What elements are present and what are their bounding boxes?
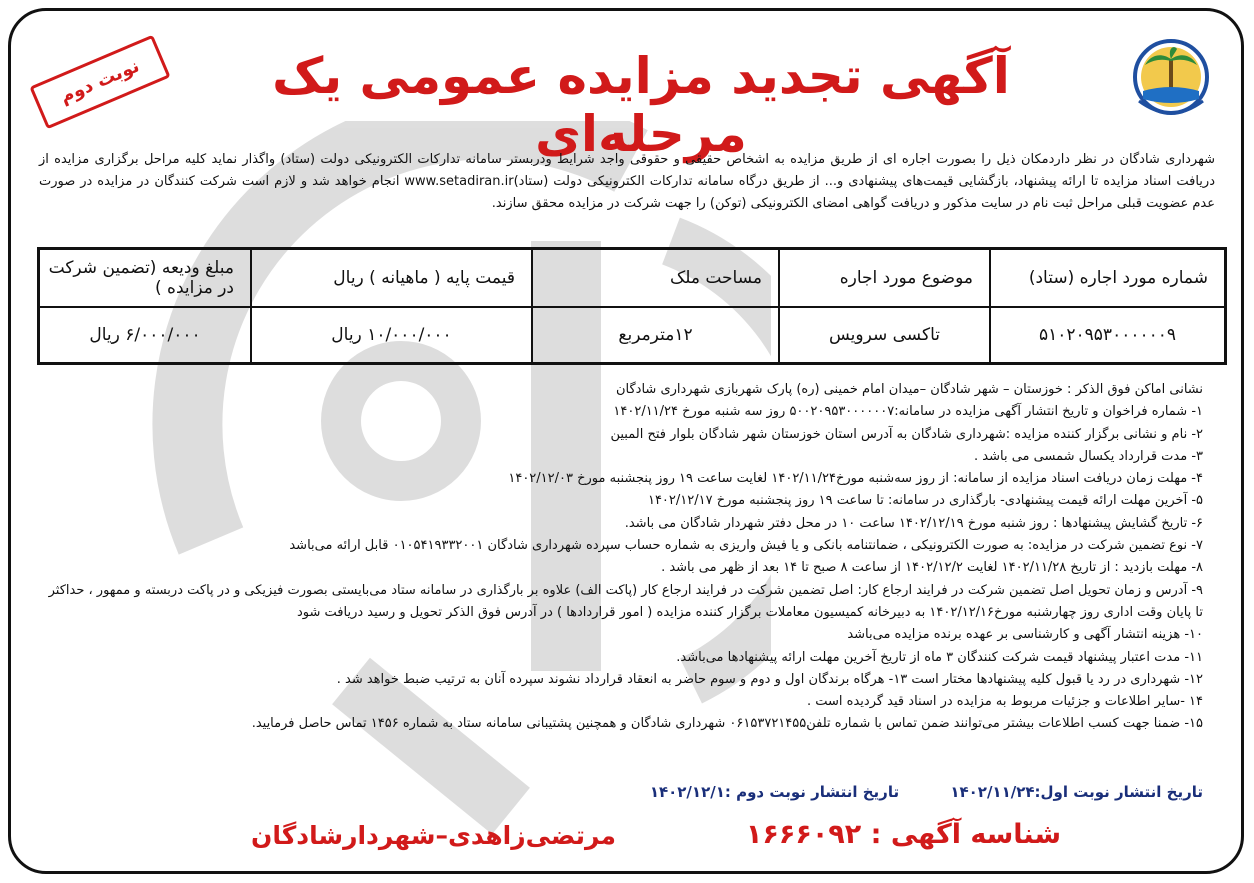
col-header-deposit: مبلغ ودیعه (تضمین شرکت در مزایده )	[39, 249, 252, 308]
list-item: ۶- تاریخ گشایش پیشنهادها : روز شنبه مورخ ۱۴۰۲/۱۲/۱۹ ساعت ۱۰ در محل دفتر شهردار شادگان می باشد.	[624, 515, 1203, 531]
list-item: ۷- نوع تضمین شرکت در مزایده: به صورت الکترونیکی ، ضمانتنامه بانکی و یا فیش واریزی به شماره حساب سپرده شهرداری شادگان ۰۱۰۵۴۱۹۳۳۲۰۰۱ قابل ارائه می‌باشد	[289, 538, 1203, 554]
list-item: ۳- مدت قرارداد یکسال شمسی می باشد .	[974, 448, 1203, 464]
cell-deposit: ۶/۰۰۰/۰۰۰ ریال	[39, 307, 252, 364]
list-item: ۱۴ -سایر اطلاعات و جزئیات مربوط به مزایده در اسناد قید گردیده است .	[806, 694, 1203, 710]
col-header-area: مساحت ملک	[532, 249, 779, 308]
list-item: ۵- آخرین مهلت ارائه قیمت پیشنهادی- بارگذاری در سامانه: تا ساعت ۱۹ روز پنجشنبه مورخ ۱۴۰۲/۱۲/۱۷	[647, 493, 1203, 509]
cell-base-price: ۱۰/۰۰۰/۰۰۰ ریال	[251, 307, 532, 364]
municipality-logo	[1131, 37, 1211, 123]
col-header-base-price: قیمت پایه ( ماهیانه ) ریال	[251, 249, 532, 308]
list-item: ۱۱- مدت اعتبار پیشنهاد قیمت شرکت کنندگان ۳ ماه از تاریخ آخرین مهلت ارائه پیشنهادها می‌باشد.	[676, 649, 1203, 665]
cell-subject: تاکسی سرویس	[779, 307, 990, 364]
cell-area: ۱۲مترمربع	[532, 307, 779, 364]
second-publication-date: تاریخ انتشار نوبت دوم :۱۴۰۲/۱۲/۱	[649, 783, 900, 801]
conditions-list	[43, 379, 1203, 736]
list-item: ۱- شماره فراخوان و تاریخ انتشار آگهی مزایده در سامانه:۵۰۰۲۰۹۵۳۰۰۰۰۰۰۷ روز سه شنبه مورخ ۱۴۰۲/۱۱/۲۴	[613, 404, 1203, 420]
lease-table	[37, 247, 1227, 365]
list-item: ۱۰- هزینه انتشار آگهی و کارشناسی بر عهده برنده مزایده می‌باشد	[847, 627, 1203, 643]
table-header-row	[39, 249, 1226, 308]
list-item: ۸- مهلت بازدید : از تاریخ ۱۴۰۲/۱۱/۲۸ لغایت ۱۴۰۲/۱۲/۲ از ساعت ۸ صبح تا ۱۴ بعد از ظهر می باشد .	[661, 560, 1203, 576]
first-publication-date: تاریخ انتشار نوبت اول:۱۴۰۲/۱۱/۲۴	[950, 783, 1203, 801]
list-item: نشانی اماکن فوق الذکر : خوزستان – شهر شادگان –میدان امام خمینی (ره) پارک شهربازی شهرداری شادگان	[615, 382, 1203, 397]
list-item: ۱۲- شهرداری در رد یا قبول کلیه پیشنهادها مختار است ۱۳- هرگاه برندگان اول و دوم و سوم حاضر به انعقاد قرارداد نشوند سپرده آنان به ترتیب ضبط خواهد شد .	[336, 671, 1203, 687]
col-header-setad-number: شماره مورد اجاره (ستاد)	[990, 249, 1226, 308]
list-item: ۱۵- ضمنا جهت کسب اطلاعات بیشتر می‌توانند ضمن تماس با شماره تلفن۰۶۱۵۳۷۲۱۴۵۵ شهرداری شادگان و همچنین پشتیبانی سامانه ستاد به شماره ۱۴۵۶ تماس حاصل فرمایید.	[251, 716, 1203, 732]
list-item: ۴- مهلت زمان دریافت اسناد مزایده از سامانه: از روز سه‌شنبه مورخ۱۴۰۲/۱۱/۲۴ لغایت ساعت ۱۹ روز پنجشنبه مورخ ۱۴۰۲/۱۲/۰۳	[508, 471, 1203, 487]
table-row	[39, 307, 1226, 364]
mayor-signature: مرتضی‌زاهدی–شهردارشادگان	[251, 821, 616, 850]
ad-identifier: شناسه آگهی : ۱۶۶۶۰۹۲	[745, 819, 1061, 850]
list-item: ۲- نام و نشانی برگزار کننده مزایده :شهرداری شادگان به آدرس استان خوزستان شهر شادگان بلوار فتح المبین	[610, 426, 1203, 442]
intro-paragraph: شهرداری شادگان در نظر داردمکان ذیل را بصورت اجاره ای از طریق مزایده به اشخاص حقیقی و حقوقی واجد شرایط ودربستر سامانه تدارکات الکترونیکی دولت (ستاد) واگذار نماید کلیه مراحل برگزاری مزایده از دریافت اسناد مزایده تا ارائه پیشنهاد، بازگشایی قیمت‌های پیشنهادی و... از طریق درگاه سامانه تدارکات الکترونیکی دولت (ستاد)www.setadiran.ir انجام خواهد شد و لازم است شرکت کنندگان در مزایده در صورت عدم عضویت قبلی مراحل ثبت نام در سایت مذکور و دریافت گواهی امضای الکترونیکی (توکن) را جهت شرکت در مزایده محقق سازند.	[39, 152, 1215, 211]
col-header-subject: موضوع مورد اجاره	[779, 249, 990, 308]
publication-dates	[641, 783, 1203, 801]
second-round-stamp: نوبت دوم	[29, 35, 170, 130]
cell-setad-number: ۵۱۰۲۰۹۵۳۰۰۰۰۰۰۹	[990, 307, 1226, 364]
notice-title: آگهی تجدید مزایده عمومی یک مرحله‌ای	[272, 47, 1010, 163]
list-item: ۹- آدرس و زمان تحویل اصل تضمین شرکت در فرایند ارجاع کار: اصل تضمین شرکت در فرایند ارجاع کار (پاکت الف) علاوه بر بارگذاری در سامانه ستاد می‌بایستی بصورت فیزیکی و در پاکت دربسته و ممهور ، حداکثر تا پایان وقت اداری روز چهارشنبه مورخ۱۴۰۲/۱۲/۱۶ به دبیرخانه کمیسیون معاملات برگزار کننده مزایده ( امور قراردادها ) در آدرس فوق الذکر تحویل و رسید دریافت شود	[48, 582, 1203, 620]
notice-frame	[8, 8, 1244, 874]
